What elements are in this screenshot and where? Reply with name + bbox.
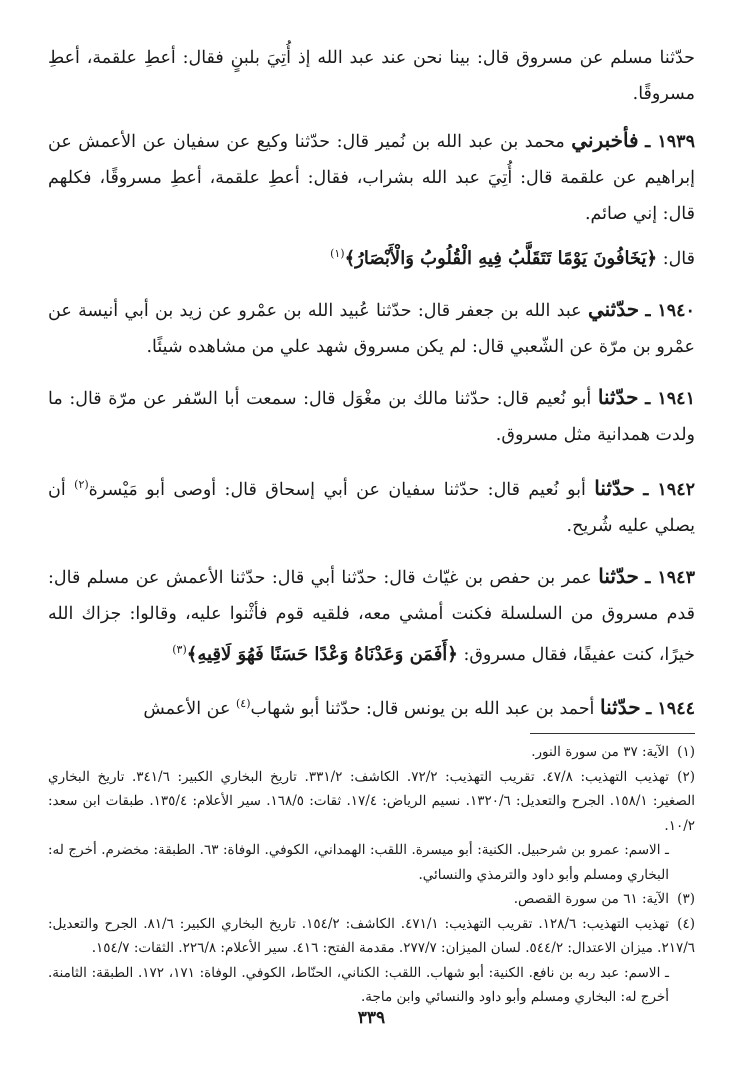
hadith-number: ١٩٣٩ ـ xyxy=(645,132,695,152)
footnote-2 xyxy=(48,765,695,839)
quran-verse: ﴿يَخَافُونَ يَوْمًا تَتَقَلَّبُ فِيهِ الْقُلُوبُ وَالْأَبْصَارُ﴾ xyxy=(344,247,658,269)
quote-prefix: قال: xyxy=(662,248,695,269)
hadith-text-continued: عن الأعمش xyxy=(143,699,231,720)
footnote-ref: (٢) xyxy=(74,477,89,491)
footnote-text: الآية: ٦١ من سورة القصص. xyxy=(513,891,669,908)
page-number: ٣٣٩ xyxy=(357,1008,386,1028)
hadith-1939 xyxy=(48,122,695,232)
footnote-ref: (٤) xyxy=(236,697,251,711)
hadith-1940 xyxy=(48,291,695,365)
hadith-text: محمد بن عبد الله بن نُمير قال: حدّثنا وكيع عن سفيان عن الأعمش عن إبراهيم عن علقمة قال: أُتِيَ عبد الله بشراب، فقال: أعطِ علقمة، أعطِ مسروقًا، فكلهم قال: إني صائم. xyxy=(48,132,695,224)
hadith-lead-word: حدّثنا xyxy=(600,695,641,720)
hadith-number: ١٩٤١ ـ xyxy=(645,388,695,409)
paragraph-text: حدّثنا مسلم عن مسروق قال: بينا نحن عند عبد الله إذ أُتِيَ بلبنٍ فقال: أعطِ علقمة، أعطِ مسروقًا. xyxy=(48,48,695,104)
quran-verse: ﴿أَفَمَن وَعَدْنَاهُ وَعْدًا حَسَنًا فَهُوَ لَاقِيهِ﴾ xyxy=(186,643,458,665)
footnote-number: (١) xyxy=(677,744,695,761)
footnote-ref: (٣) xyxy=(172,642,187,656)
hadith-1941 xyxy=(48,379,695,453)
footnote-text: ـ الاسم: عمرو بن شرحبيل. الكنية: أبو ميسرة. اللقب: الهمداني، الكوفي. الوفاة: ٦٣. الطبقة: مخضرم. أخرج له: البخاري ومسلم وأبو داود والترمذي والنسائي. xyxy=(48,842,669,883)
hadith-lead-word: حدّثني xyxy=(587,296,640,321)
footnote-3 xyxy=(48,887,695,912)
footnote-2-bio xyxy=(48,838,695,887)
hadith-lead-word: فأخبرني xyxy=(571,128,639,152)
hadith-1943 xyxy=(48,558,695,673)
hadith-text-continued: أن يصلي عليه شُريح. xyxy=(48,479,695,536)
footnote-text: الآية: ٣٧ من سورة النور. xyxy=(531,744,669,761)
footnote-text: تهذيب التهذيب: ١٢٨/٦. تقريب التهذيب: ٤٧١/١. الكاشف: ١٥٤/٢. تاريخ البخاري الكبير: ٨١/٦. الجرح والتعديل: ٢١٧/٦. ميزان الاعتدال: ٥٤٤/٢. لسان الميزان: ٢٧٧/٧. مقدمة الفتح: ٤١٦. سير الأعلام: ٢٢٦/٨. الثقات: ١٥٤/٧. xyxy=(48,915,695,957)
footnote-text: ـ الاسم: عبد ربه بن نافع. الكنية: أبو شهاب. اللقب: الكناني، الحنّاط، الكوفي. الوفاة: ١٧١، ١٧٢. الطبقة: الثامنة. أخرج له: البخاري ومسلم وأبو داود والنسائي وابن ماجة. xyxy=(48,964,670,1006)
hadith-lead-word: حدّثنا xyxy=(597,384,639,409)
hadith-1942 xyxy=(48,467,695,544)
hadith-lead-word: حدّثنا xyxy=(598,563,639,588)
hadith-lead-word: حدّثنا xyxy=(594,475,635,500)
footnote-4-bio xyxy=(48,961,695,1010)
hadith-text: عمر بن حفص بن غيّاث قال: حدّثنا أبي قال: حدّثنا الأعمش عن مسلم قال: قدم مسروق من السلسلة فكنت أمشي معه، فلقيه قوم فأثْنوا عليه، وقالوا: جزاك الله خيرًا، كنت عفيفًا، فقال مسروق: xyxy=(48,567,695,665)
footnote-number: (٤) xyxy=(677,915,695,932)
footnote-1 xyxy=(48,740,695,765)
hadith-1939-quote xyxy=(48,236,695,277)
hadith-text: عبد الله بن جعفر قال: حدّثنا عُبيد الله بن عمْرو عن زيد بن أبي أنيسة عن عمْرو بن مرّة عن الشّعبي قال: لم يكن مسروق شهد علي من مشاهده شيئًا. xyxy=(48,300,695,357)
hadith-number: ١٩٤٣ ـ xyxy=(645,567,695,588)
hadith-text: أبو نُعيم قال: حدّثنا مالك بن مغْوَل قال: سمعت أبا السّفر عن مرّة قال: ما ولدت همدانية مثل مسروق. xyxy=(48,388,695,445)
footnote-ref: (١) xyxy=(330,247,345,260)
footnotes xyxy=(48,740,695,1010)
footnote-number: (٢) xyxy=(677,768,695,785)
footnote-text: تهذيب التهذيب: ٤٧/٨. تقريب التهذيب: ٧٢/٢. الكاشف: ٣٣١/٢. تاريخ البخاري الكبير: ٣٤١/٦. تاريخ البخاري الصغير: ١٥٨/١. الجرح والتعديل: ١٣٢٠/٦. نسيم الرياض: ١٧/٤. ثقات: ١٦٨/٥. سير الأعلام: ١٣٥/٤. طبقات ابن سعد: ١٠/٢. xyxy=(48,768,696,834)
footnote-number: (٣) xyxy=(677,891,695,908)
hadith-number: ١٩٤٢ ـ xyxy=(643,479,695,500)
footnote-4 xyxy=(48,912,695,961)
hadith-number: ١٩٤٤ ـ xyxy=(646,699,695,720)
footnote-divider xyxy=(530,733,695,734)
hadith-1944 xyxy=(48,686,695,727)
hadith-text: أبو نُعيم قال: حدّثنا سفيان عن أبي إسحاق قال: أوصى أبو مَيْسرة xyxy=(88,479,586,500)
hadith-text: أحمد بن عبد الله بن يونس قال: حدّثنا أبو شهاب xyxy=(250,699,595,720)
hadith-number: ١٩٤٠ ـ xyxy=(645,300,695,321)
paragraph-continuation xyxy=(48,40,695,112)
